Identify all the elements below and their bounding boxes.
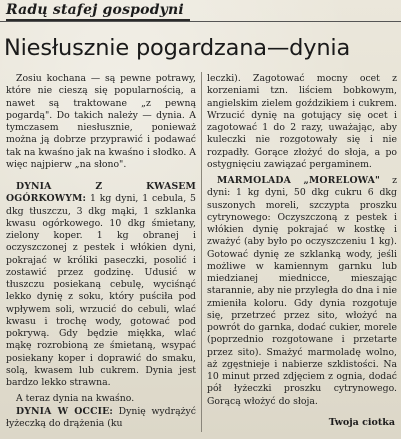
column-rubric	[6, 2, 190, 22]
rubric-title: Radų stafej gospodyni	[6, 2, 190, 21]
recipe-body: 1 kg dyni, 1 cebula, 5 dkg tłuszczu, 3 dkg mąki, 1 szklanka kwasu ogórkowego. 10 dkg śmietany, zielony koper. 1 kg obranej i oczyszczonej z pestek i włókien dyni, pokrajać w króliki paseczki, posolić i zostawić przez godzinę. Udusić w tłuszczu posiekaną cebulę, wyciśnąć lekko dynię z soku, który puściła pod wpływem soli, wrzucić do cebuli, wlać kwasu i trochę wody, gotować pod pokrywą. Gdy będzie miękka, wlać mąkę rozrobioną ze śmietaną, wsypać posiekany koper i doprawić do smaku, solą, kwasem lub cukrem. Dynia jest bardzo lekko strawna.	[6, 193, 196, 388]
recipe-heading: MARMOLADA „MORELOWA"	[217, 175, 381, 186]
recipe-heading: DYNIA W OCCIE:	[16, 405, 113, 417]
recipe-heading: DYNIA Z KWASEM OGÓRKOWYM:	[6, 181, 196, 205]
recipe-pumpkin-pickle-soup	[6, 181, 196, 389]
recipe-body: Dynię wydrążyć łyżeczką do drążenia (ku	[6, 405, 196, 429]
recipe-pumpkin-vinegar	[6, 406, 196, 431]
recipe-body: z dyni: 1 kg dyni, 50 dkg cukru 6 dkg suszonych moreli, szczypta proszku cytrynowego: Oczyszczoną z pestek i włókien dynię pokrajać w kostkę i zważyć (aby było po oczyszczeniu 1 kg). Gotować dynię ze szklanką wody, jeśli możliwe w kamiennym garnku lub miedzianej miednicce, mieszając starannie, aby nie przyległa do dna i nie zmieniła koloru. Gdy dynia rozgotuje się, przetrzeć przez sito, włożyć na powrót do garnka, dodać cukier, morele (poprzednio rozgotowane i przetarte przez sito). Smażyć marmoladę wolno, aż zgęstnieje i nabierze szklistości. Na 10 minut przed zdjęciem z ognia, dodać pół łyżeczki proszku cytrynowego. Gorącą włożyć do słoja.	[207, 175, 397, 407]
left-column	[6, 73, 196, 430]
article-headline: Niesłusznie pogardzana—dynia	[4, 35, 351, 61]
signature: Twoja ciotka	[328, 417, 395, 428]
recipe-marmalade	[207, 175, 397, 408]
column-divider	[201, 72, 202, 432]
right-column	[207, 73, 397, 408]
transition-paragraph: A teraz dynia na kwaśno.	[16, 393, 135, 405]
continued-paragraph: leczki). Zagotować mocny ocet z korzeniami tzn. liściem bobkowym, angielskim zielem goździkiem i cukrem. Wrzucić dynię na gotujący się ocet i zagotować 1 do 2 razy, uważając, aby kuleczki nie rozgotowały się i nie rozpadły. Gorące złożyć do słoja, a po ostygnięciu zawiązać pergaminem.	[207, 73, 397, 170]
intro-paragraph: Zosiu kochana — są pewne potrawy, które nie cieszą się popularnością, a nawet są traktowane „z pewną pogardą". Do takich należy — dynia. A tymczasem niesłusznie, ponieważ można ją dobrze przyprawić i podawać tak na kwaśno jak na kwaśno i słodko. A więc najpierw „na słono".	[6, 73, 196, 170]
rubric-divider	[0, 21, 401, 22]
